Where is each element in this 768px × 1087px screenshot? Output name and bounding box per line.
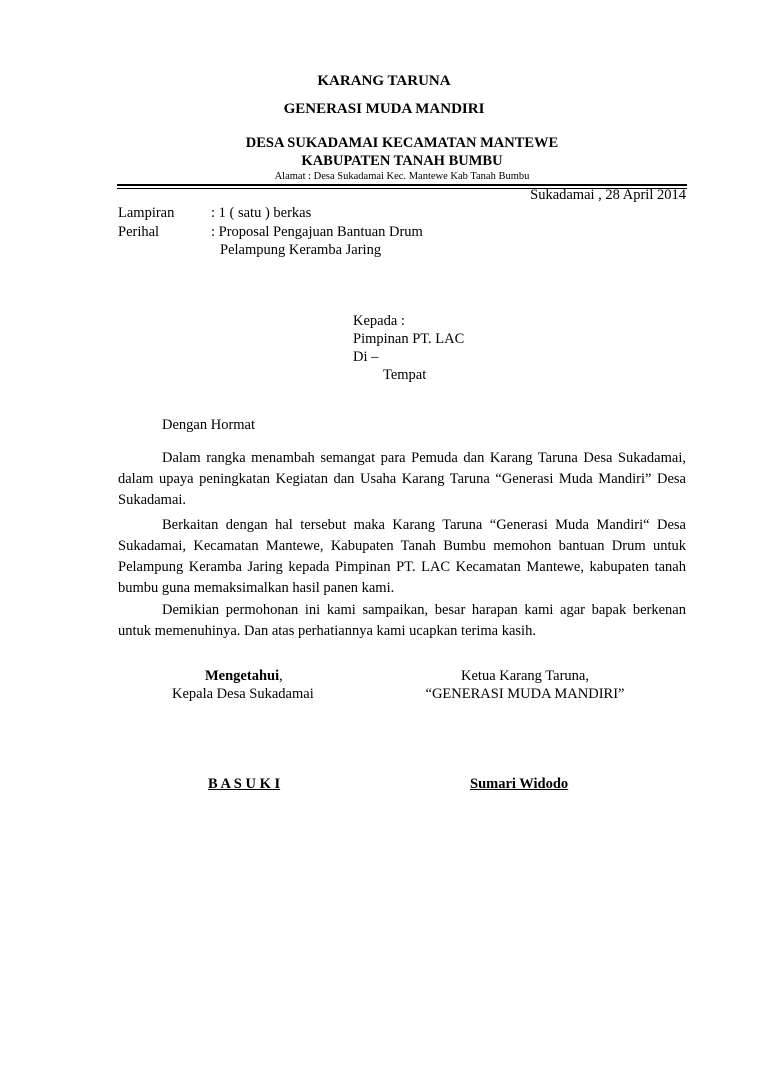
body-paragraph-3: Demikian permohonan ini kami sampaikan, besar harapan kami agar bapak berkenan untuk memenuhinya. Dan atas perhatiannya kami ucapkan terima kasih. — [118, 602, 686, 639]
left-sign-heading — [205, 668, 283, 685]
village-line: DESA SUKADAMAI KECAMATAN MANTEWE — [245, 135, 559, 151]
recipient-kepada: Kepada : — [353, 313, 405, 329]
recipient-place: Tempat — [383, 367, 427, 383]
perihal-label: Perihal — [118, 224, 160, 240]
right-signatory-name: Sumari Widodo — [470, 776, 569, 792]
org-group-name: GENERASI MUDA MANDIRI — [283, 101, 485, 117]
left-signatory-name: B A S U K I — [208, 776, 281, 792]
right-sign-title: “GENERASI MUDA MANDIRI” — [425, 686, 625, 702]
lampiran-value: : 1 ( satu ) berkas — [211, 205, 312, 221]
perihal-value: : Proposal Pengajuan Bantuan Drum — [211, 224, 423, 240]
body-paragraph-2: Berkaitan dengan hal tersebut maka Karang Taruna “Generasi Muda Mandiri“ Desa Sukadamai, Kecamatan Mantewe, Kabupaten Tanah Bumbu memohon bantuan Drum untuk Pelampung Keramba Jaring kepada Pimpinan PT. LAC Kecamatan Mantewe, kabupaten tanah bumbu guna memaksimalkan hasil panen kami. — [118, 517, 686, 596]
salutation: Dengan Hormat — [162, 417, 256, 433]
left-sign-title: Kepala Desa Sukadamai — [172, 686, 314, 702]
right-sign-heading: Ketua Karang Taruna, — [461, 668, 589, 684]
left-sign-heading-text: Mengetahui — [205, 668, 280, 684]
recipient-name: Pimpinan PT. LAC — [353, 331, 465, 347]
lampiran-label: Lampiran — [118, 205, 175, 221]
left-sign-heading-suffix: , — [279, 668, 283, 684]
org-name: KARANG TARUNA — [317, 73, 451, 89]
address-line: Alamat : Desa Sukadamai Kec. Mantewe Kab Tanah Bumbu — [274, 171, 530, 182]
body-paragraph-1: Dalam rangka menambah semangat para Pemuda dan Karang Taruna Desa Sukadamai, dalam upaya peningkatan Kegiatan dan Usaha Karang Taruna “Generasi Muda Mandiri” Desa Sukadamai. — [118, 450, 686, 508]
perihal-value-cont: Pelampung Keramba Jaring — [220, 242, 382, 258]
recipient-di: Di – — [353, 349, 379, 365]
letter-date: Sukadamai , 28 April 2014 — [530, 187, 686, 203]
header-rule-thick — [117, 184, 687, 186]
regency-line: KABUPATEN TANAH BUMBU — [301, 153, 503, 169]
